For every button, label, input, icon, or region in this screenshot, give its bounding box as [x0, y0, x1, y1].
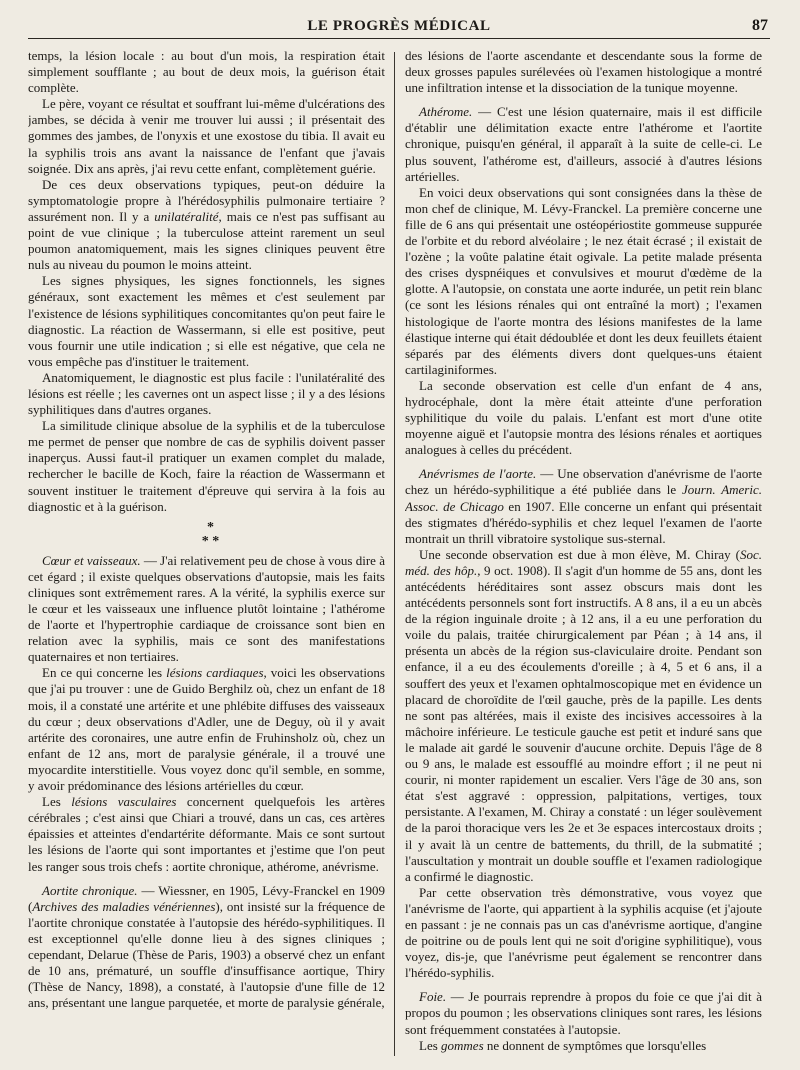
paragraph: La similitude clinique absolue de la syphilis et de la tuberculose me permet de penser que nombre de cas de syphilis doivent passer inaperçus. Aussi faut-il pratiquer un examen complet du malade, rechercher le bacille de Koch, faire la réaction de Wassermann et souvent instituer le traitement d'épreuve qui servira à la fois au diagnostic et à la guérison. — [28, 418, 385, 514]
paragraph: Par cette observation très démonstrative, vous voyez que l'anévrisme de l'aorte, qui appartient à la syphilis acquise (et j'ajoute en passant : je ne connais pas un cas d'anévrisme aortique, d'angine de poitrine ou de pouls lent qui ne soit d'origine syphilitique), vous voyez, dis-je, que l'anévrisme peut également se rencontrer dans l'hérédo-syphilis. — [405, 884, 762, 981]
paragraph: Les lésions vasculaires concernent quelquefois les artères cérébrales ; c'est ainsi que Chiari a trouvé, dans un cas, ces artères épaissies et atteintes d'endartérite déformante. Mais ce sont surtout les lésions de l'aorte qui sont importantes et j'estime que l'on peut les ranger sous trois chefs : aortite chronique, athérome, anévrisme. — [28, 794, 385, 874]
section-heading: Anévrismes de l'aorte. — [419, 466, 537, 482]
section-paragraph-foie: Foie. — Je pourrais reprendre à propos du foie ce que j'ai dit à propos du poumon ; les observations cliniques sont rares, les lésions sont fréquemment constatées à l'autopsie. — [405, 989, 762, 1037]
journal-title: LE PROGRÈS MÉDICAL — [307, 18, 491, 34]
section-heading: Cœur et vaisseaux. — [42, 552, 141, 568]
section-paragraph-atherome: Athérome. — C'est une lésion quaternaire, mais il est difficile d'établir une délimitation exacte entre l'athérome et l'aortite chronique, puisqu'en général, il apparaît à la suite de celle-ci. Le plus souvent, l'athérome est, d'ailleurs, associé à d'autres lésions artérielles. — [405, 104, 762, 184]
right-column — [405, 48, 762, 1060]
section-heading: Athérome. — [419, 104, 473, 120]
citation: Archives des maladies vénériennes — [32, 898, 216, 914]
citation: Soc. méd. des hôp. — [405, 546, 762, 578]
paragraph: temps, la lésion locale : au bout d'un mois, la respiration était simplement soufflante ; au bout de deux mois, la guérison était complète. — [28, 48, 385, 96]
emphasis: lésions vasculaires — [71, 794, 177, 810]
section-paragraph-anevrismes: Anévrismes de l'aorte. — Une observation d'anévrisme de l'aorte chez un hérédo-syphilitique a été publiée dans le Journ. Americ. Assoc. de Chicago en 1907. Elle concerne un enfant qui présentait des stigmates d'hérédo-syphilis et chez lequel l'examen de l'aorte montrait un thrill vibratoire systolique sus-sternal. — [405, 466, 762, 546]
separator-stars-bottom: * * — [201, 533, 220, 549]
emphasis: unilatéralité — [154, 208, 219, 224]
section-heading: Aortite chronique. — [42, 882, 138, 898]
paragraph: Le père, voyant ce résultat et souffrant lui-même d'ulcérations des jambes, se décida à venir me trouver lui aussi ; il présentait des gommes des jambes, de l'onyxis et une exostose du tibia. Il avait eu la syphilis trois ans avant la naissance de l'enfant que j'avais soignée. Dix ans après, j'ai revu cette enfant, complètement guérie. — [28, 96, 385, 176]
page-number: 87 — [752, 17, 768, 34]
paragraph: des lésions de l'aorte ascendante et descendante sous la forme de deux grosses papules surélevées où l'examen histologique a montré une infiltration intense et la dissociation de la tunique moyenne. — [405, 48, 762, 96]
left-column — [28, 48, 385, 1060]
paragraph: De ces deux observations typiques, peut-on déduire la symptomatologie propre à l'hérédosyphilis pulmonaire tertiaire ? assurément non. Il y a unilatéralité, mais ce n'est pas suffisant au point de vue clinique ; la tuberculose atteint rarement un seul poumon anatomiquement, mais les signes cliniques peuvent être nuls au niveau du poumon le moins atteint. — [28, 176, 385, 273]
paragraph: Les signes physiques, les signes fonctionnels, les signes généraux, sont exactement les mêmes et c'est seulement par l'existence de lésions syphilitiques concomitantes qu'on peut faire le diagnostic. La réaction de Wassermann, si elle est positive, peut vous fournir une utile indication ; si elle est négative, que cela ne vous empêche pas d'instituer le traitement. — [28, 273, 385, 369]
paragraph: En ce qui concerne les lésions cardiaques, voici les observations que j'ai pu trouver : une de Guido Berghilz où, chez un enfant de 18 mois, il a constaté une artérite et une phlébite diffuses des vaisseaux du cœur ; deux observations d'Adler, une de Deguy, où il y avait artérite des coronaires, une autre enfin de Fruhinsholz où, chez un enfant de 12 ans, mort de paralysie générale, il a trouvé une myocardite interstitielle. Vous voyez donc qu'il semble, en somme, y avoir prédominance des lésions artérielles du cœur. — [28, 665, 385, 794]
emphasis: gommes — [441, 1037, 484, 1053]
paragraph: Les gommes ne donnent de symptômes que lorsqu'elles — [419, 1037, 707, 1053]
paragraph: Une seconde observation est due à mon élève, M. Chiray (Soc. méd. des hôp., 9 oct. 1908). Il s'agit d'un homme de 55 ans, dont les antécédents héréditaires sont assez obscurs mais dont les antécédents personnels sont fort instructifs. A 8 ans, il a eu un abcès de la région inguinale droite ; à 12 ans, il a eu une perforation du voile du palais, traitée chirurgicalement par Péan ; à 14 ans, il présenta un abcès de la région sus-claviculaire droite. Pendant son enfance, il a eu des écoulements d'oreille ; à 4, 5 et 6 ans, il a souffert des yeux et l'examen ophtalmoscopique met en évidence un placard de choroïdite de l'œil gauche, près de la papille. Les dents ne sont pas altérées, mais il existe des incisives accessoires à la mâchoire inférieure. Le testicule gauche est petit et induré sans que le malade ait gardé le souvenir d'aucune orchite. Depuis l'âge de 8 ou 9 ans, le malade est essoufflé au moindre effort ; il ne peut ni courir, ni monter rapidement un escalier. Vers l'âge de 30 ans, son état s'est aggravé : oppression, palpitations, vertiges, toux persistante. A l'examen, M. Chiray a constaté : un léger soulèvement de la paroi thoracique vers les 2e et 3e espaces intercostaux droits ; il y avait là un centre de battements, du thrill, de la submatité ; l'auscultation y montrait un double souffle et l'examen radiologique a confirmé le diagnostic. — [405, 546, 762, 884]
section-heading: Foie. — [419, 989, 447, 1005]
column-divider — [394, 52, 395, 1056]
section-paragraph-aortite: Aortite chronique. — Wiessner, en 1905, Lévy-Franckel en 1909 (Archives des maladies vénériennes), ont insisté sur la fréquence de l'aortite chronique constatée à l'autopsie des hérédo-syphilitiques. Il est exceptionnel qu'elle donne lieu à des signes cliniques ; cependant, Delarue (Thèse de Paris, 1903) a observé chez un enfant de 10 ans, prématuré, un souffle d'insuffisance aortique, Thiry (Thèse de Nancy, 1898), a constaté, à l'autopsie d'une fille de 12 ans, présentant une langue parquetée, et morte de paralysie générale, — [28, 882, 385, 1011]
paragraph: La seconde observation est celle d'un enfant de 4 ans, hydrocéphale, dont la mère était atteinte d'une perforation syphilitique du voile du palais. L'enfant est mort d'une otite moyenne aiguë et l'autopsie montra des lésions rénales et aortiques analogues à celles du précédent. — [405, 377, 762, 458]
section-paragraph-coeur: Cœur et vaisseaux. — J'ai relativement peu de chose à vous dire à cet égard ; il existe quelques observations d'autopsie, mais les faits cliniques sont extrêmement rares. A la vérité, la syphilis exerce sur le cœur et les vaisseaux une influence plutôt lointaine ; l'athérome de l'aorte et l'hypertrophie cardiaque de croissance sont bien en relation avec la syphilis, mais ce sont des manifestations quaternaires et non tertiaires. — [28, 552, 385, 665]
page-header — [28, 14, 770, 39]
emphasis: lésions cardiaques — [166, 665, 264, 681]
separator-star-top: * — [207, 519, 214, 535]
paragraph: En voici deux observations qui sont consignées dans la thèse de mon chef de clinique, M. Lévy-Franckel. La première concerne une fille de 6 ans qui présentait une ostéopériostite gommeuse suppurée de l'orbite et du rebord alvéolaire ; le nez était écrasé ; il existait de l'ozène ; la voûte palatine était ogivale. La petite malade présenta des crises dyspnéiques et convulsives et mourut d'œdème de la glotte. A l'autopsie, on constata une aorte indurée, un petit rein blanc (ce sont les lésions rénales qui ont entraîné la mort) ; l'examen histologique de l'aorte montra des lésions manifestes de la lame élastique interne qui était dédoublée et dont les deux feuillets étaient séparés par des éléments divers dont quelques-uns étaient cartilaginiformes. — [405, 184, 762, 377]
section-separator — [28, 521, 385, 549]
paragraph: Anatomiquement, le diagnostic est plus facile : l'unilatéralité des lésions est réelle ; les cavernes ont un aspect lisse ; il y a des lésions syphilitiques dans d'autres organes. — [28, 369, 385, 418]
citation: Journ. Americ. Assoc. de Chicago — [405, 482, 762, 514]
